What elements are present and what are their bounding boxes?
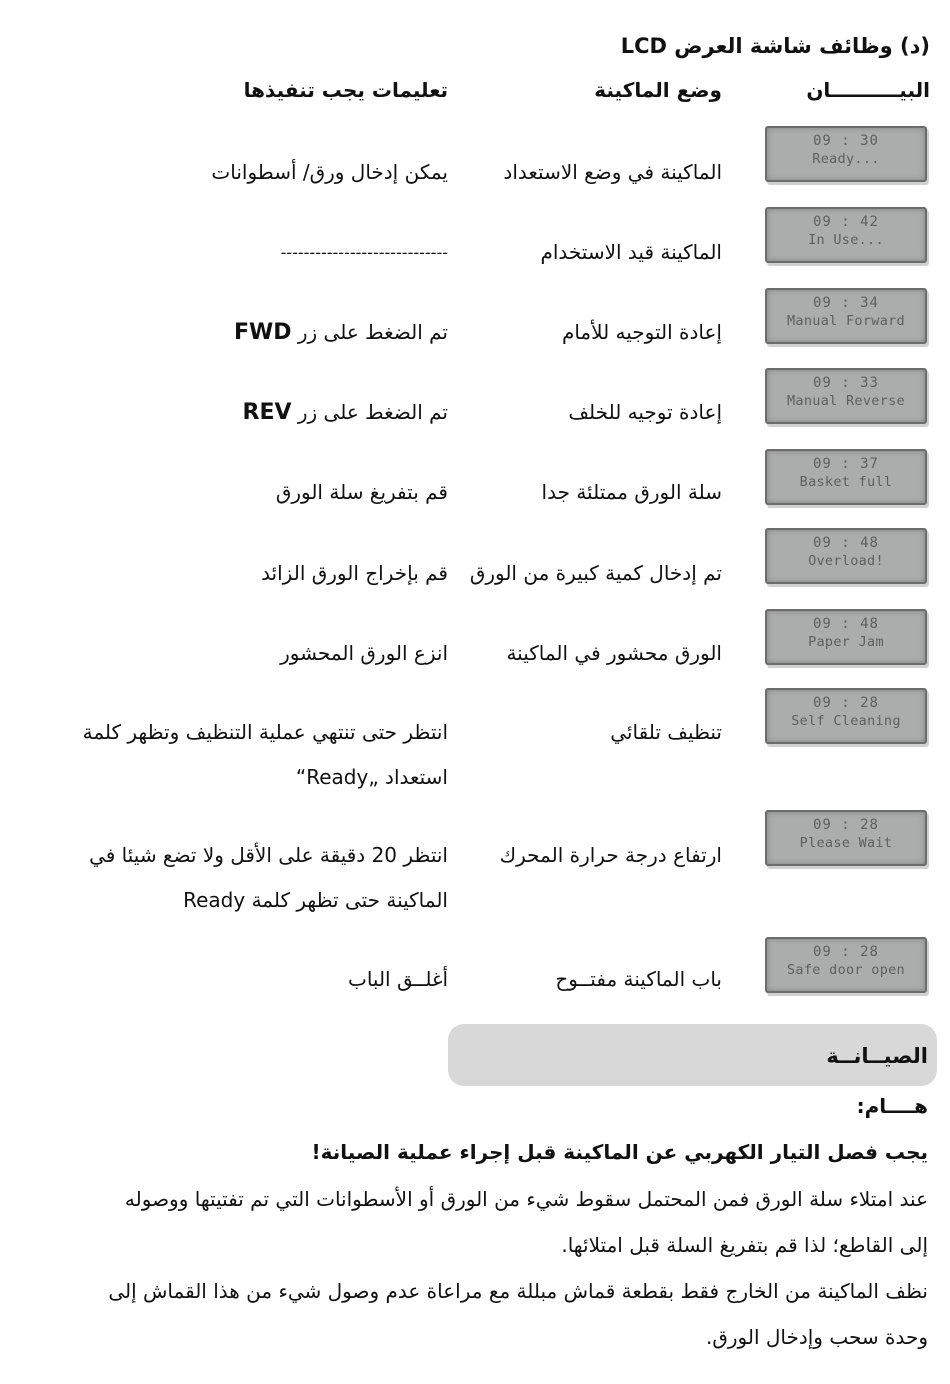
header-status: وضع الماكينة (594, 78, 722, 102)
row-status: ارتفاع درجة حرارة المحرك (499, 843, 722, 867)
header-display: البيــــــــــان (806, 78, 930, 102)
important-label: هــــام: (856, 1094, 928, 1118)
lcd-display (765, 288, 927, 344)
row-instruction: ----------------------------- (280, 243, 448, 262)
section-title: (د) وظائف شاشة العرض LCD (620, 34, 930, 58)
lcd-display (765, 207, 927, 263)
lcd-message: Manual Forward (787, 313, 905, 329)
row-instruction: أغلــق الباب (348, 967, 448, 991)
row-instruction (78, 310, 448, 355)
lcd-display (765, 937, 927, 993)
lcd-display (765, 688, 927, 744)
lcd-time: 09 : 48 (812, 535, 879, 551)
lcd-time: 09 : 28 (812, 695, 879, 711)
lcd-message: Self Cleaning (791, 713, 901, 729)
lcd-time: 09 : 28 (812, 817, 879, 833)
lcd-time: 09 : 48 (812, 616, 879, 632)
lcd-message: Basket full (799, 474, 893, 490)
lcd-display (765, 368, 927, 424)
lcd-display (765, 609, 927, 665)
lcd-time: 09 : 28 (812, 944, 879, 960)
lcd-message: Paper Jam (808, 634, 884, 650)
maintenance-paragraph-2: نظف الماكينة من الخارج فقط بقطعة قماش مبللة مع مراعاة عدم وصول شيء من هذا القماش إلى وحدة سحب وإدخال الورق. (108, 1279, 928, 1349)
lcd-time: 09 : 37 (812, 456, 879, 472)
maintenance-paragraph-1: عند امتلاء سلة الورق فمن المحتمل سقوط شيء من الورق أو الأسطوانات التي تم تفتيتها ووصوله إلى القاطع؛ لذا قم بتفريغ السلة قبل امتلائها. (124, 1187, 928, 1257)
row-instruction: انتظر 20 دقيقة على الأقل ولا تضع شيئا في الماكينة حتى تظهر كلمة Ready (89, 843, 448, 912)
lcd-message: Ready... (812, 151, 880, 167)
row-instruction: قم بإخراج الورق الزائد (261, 561, 448, 585)
lcd-message: Please Wait (799, 835, 893, 851)
row-instruction: انزع الورق المحشور (280, 641, 448, 665)
lcd-display (765, 810, 927, 866)
lcd-time: 09 : 33 (812, 375, 879, 391)
lcd-message: Safe door open (787, 962, 905, 978)
row-status: تم إدخال كمية كبيرة من الورق (469, 561, 722, 585)
row-status: إعادة التوجيه للأمام (561, 320, 722, 344)
lcd-message: Manual Reverse (787, 393, 905, 409)
lcd-message: In Use... (808, 232, 884, 248)
instruction-text: تم الضغط على زر (297, 400, 448, 424)
warning-text: يجب فصل التيار الكهربي عن الماكينة قبل إجراء عملية الصيانة! (311, 1140, 928, 1164)
row-status: الماكينة قيد الاستخدام (540, 240, 722, 264)
fwd-keyword: FWD (233, 320, 292, 345)
rev-keyword: REV (242, 400, 292, 425)
maintenance-title: الصيــانــة (826, 1044, 928, 1068)
row-status: الماكينة في وضع الاستعداد (503, 160, 722, 184)
lcd-display (765, 528, 927, 584)
row-instruction: قم بتفريغ سلة الورق (275, 480, 448, 504)
lcd-display (765, 126, 927, 182)
row-status: إعادة توجيه للخلف (568, 400, 722, 424)
row-instruction (78, 390, 448, 435)
lcd-message: Overload! (808, 553, 884, 569)
lcd-display (765, 449, 927, 505)
lcd-time: 09 : 30 (812, 133, 879, 149)
instruction-text: تم الضغط على زر (297, 320, 448, 344)
row-instruction: يمكن إدخال ورق/ أسطوانات (211, 160, 448, 184)
row-status: باب الماكينة مفتــوح (555, 967, 722, 991)
header-instruction: تعليمات يجب تنفيذها (243, 78, 448, 102)
row-status: سلة الورق ممتلئة جدا (541, 480, 722, 504)
lcd-time: 09 : 42 (812, 214, 879, 230)
lcd-time: 09 : 34 (812, 295, 879, 311)
row-status: تنظيف تلقائي (610, 720, 722, 744)
row-instruction: انتظر حتى تنتهي عملية التنظيف وتظهر كلمة استعداد „Ready“ (82, 720, 448, 789)
row-status: الورق محشور في الماكينة (506, 641, 722, 665)
